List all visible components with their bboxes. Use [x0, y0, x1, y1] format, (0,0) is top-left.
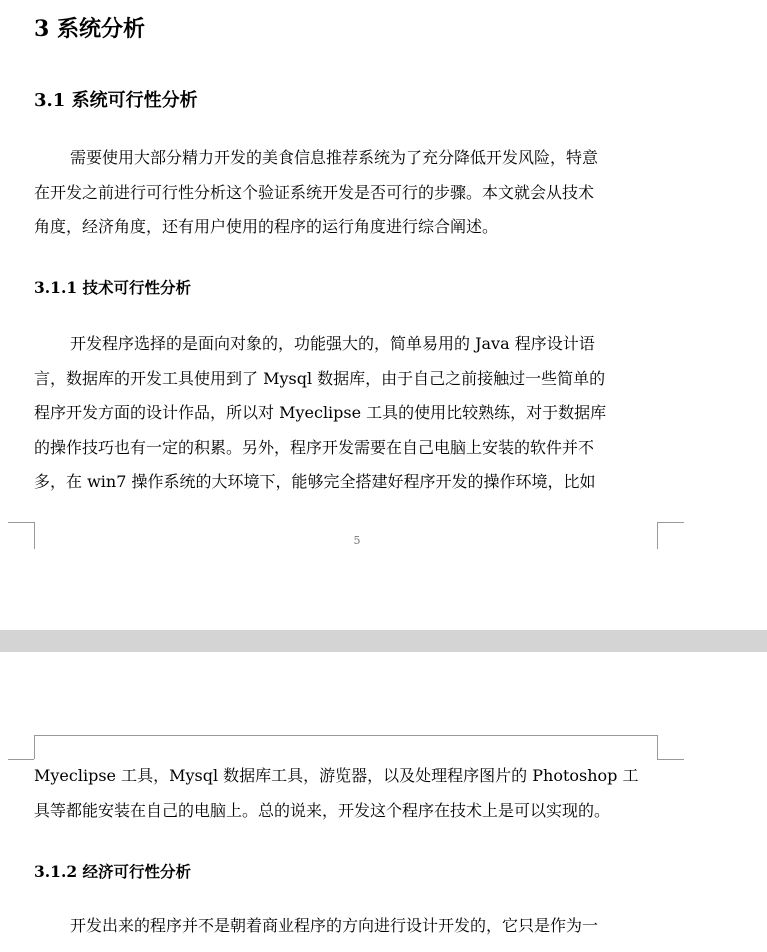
chapter-heading: 3 系统分析: [34, 16, 145, 42]
crop-mark-top-left: [34, 735, 35, 759]
page-number: 5: [353, 534, 361, 547]
paragraph-line: 具等都能安装在自己的电脑上。总的说来，开发这个程序在技术上是可以实现的。: [34, 800, 611, 820]
paragraph-line: 言，数据库的开发工具使用到了 Mysql 数据库，由于自己之前接触过一些简单的: [34, 368, 606, 388]
paragraph-line: 开发出来的程序并不是朝着商业程序的方向进行设计开发的，它只是作为一: [70, 916, 599, 935]
paragraph-line: Myeclipse 工具，Mysql 数据库工具，游览器，以及处理程序图片的 Photoshop 工: [34, 766, 639, 785]
page-gap: [0, 630, 767, 652]
paragraph-line: 开发程序选择的是面向对象的，功能强大的，简单易用的 Java 程序设计语: [70, 334, 595, 353]
document-page-2: [0, 652, 767, 952]
subsection-tech-heading: 3.1.1 技术可行性分析: [34, 278, 192, 297]
crop-mark-top-left-outer: [8, 759, 34, 760]
tech-paragraph: [34, 327, 660, 500]
header-line: [34, 735, 657, 736]
paragraph-line: 多，在 win7 操作系统的大环境下，能够完全搭建好程序开发的操作环境，比如: [34, 472, 596, 491]
paragraph-line: 角度，经济角度，还有用户使用的程序的运行角度进行综合阐述。: [34, 217, 499, 236]
subsection-econ-heading: 3.1.2 经济可行性分析: [34, 862, 192, 881]
paragraph-line: 的操作技巧也有一定的积累。另外，程序开发需要在自己电脑上安装的软件并不: [34, 437, 595, 457]
paragraph-line: 在开发之前进行可行性分析这个验证系统开发是否可行的步骤。本文就会从技术: [34, 182, 595, 202]
paragraph-line: 程序开发方面的设计作品，所以对 Myeclipse 工具的使用比较熟练，对于数据库: [34, 403, 607, 422]
tech-paragraph-continued: [34, 759, 660, 828]
econ-paragraph: [34, 909, 660, 944]
paragraph-line: 需要使用大部分精力开发的美食信息推荐系统为了充分降低开发风险，特意: [70, 148, 599, 167]
section-heading: 3.1 系统可行性分析: [34, 90, 198, 111]
crop-mark-top-right: [657, 735, 684, 760]
intro-paragraph: [34, 141, 660, 245]
